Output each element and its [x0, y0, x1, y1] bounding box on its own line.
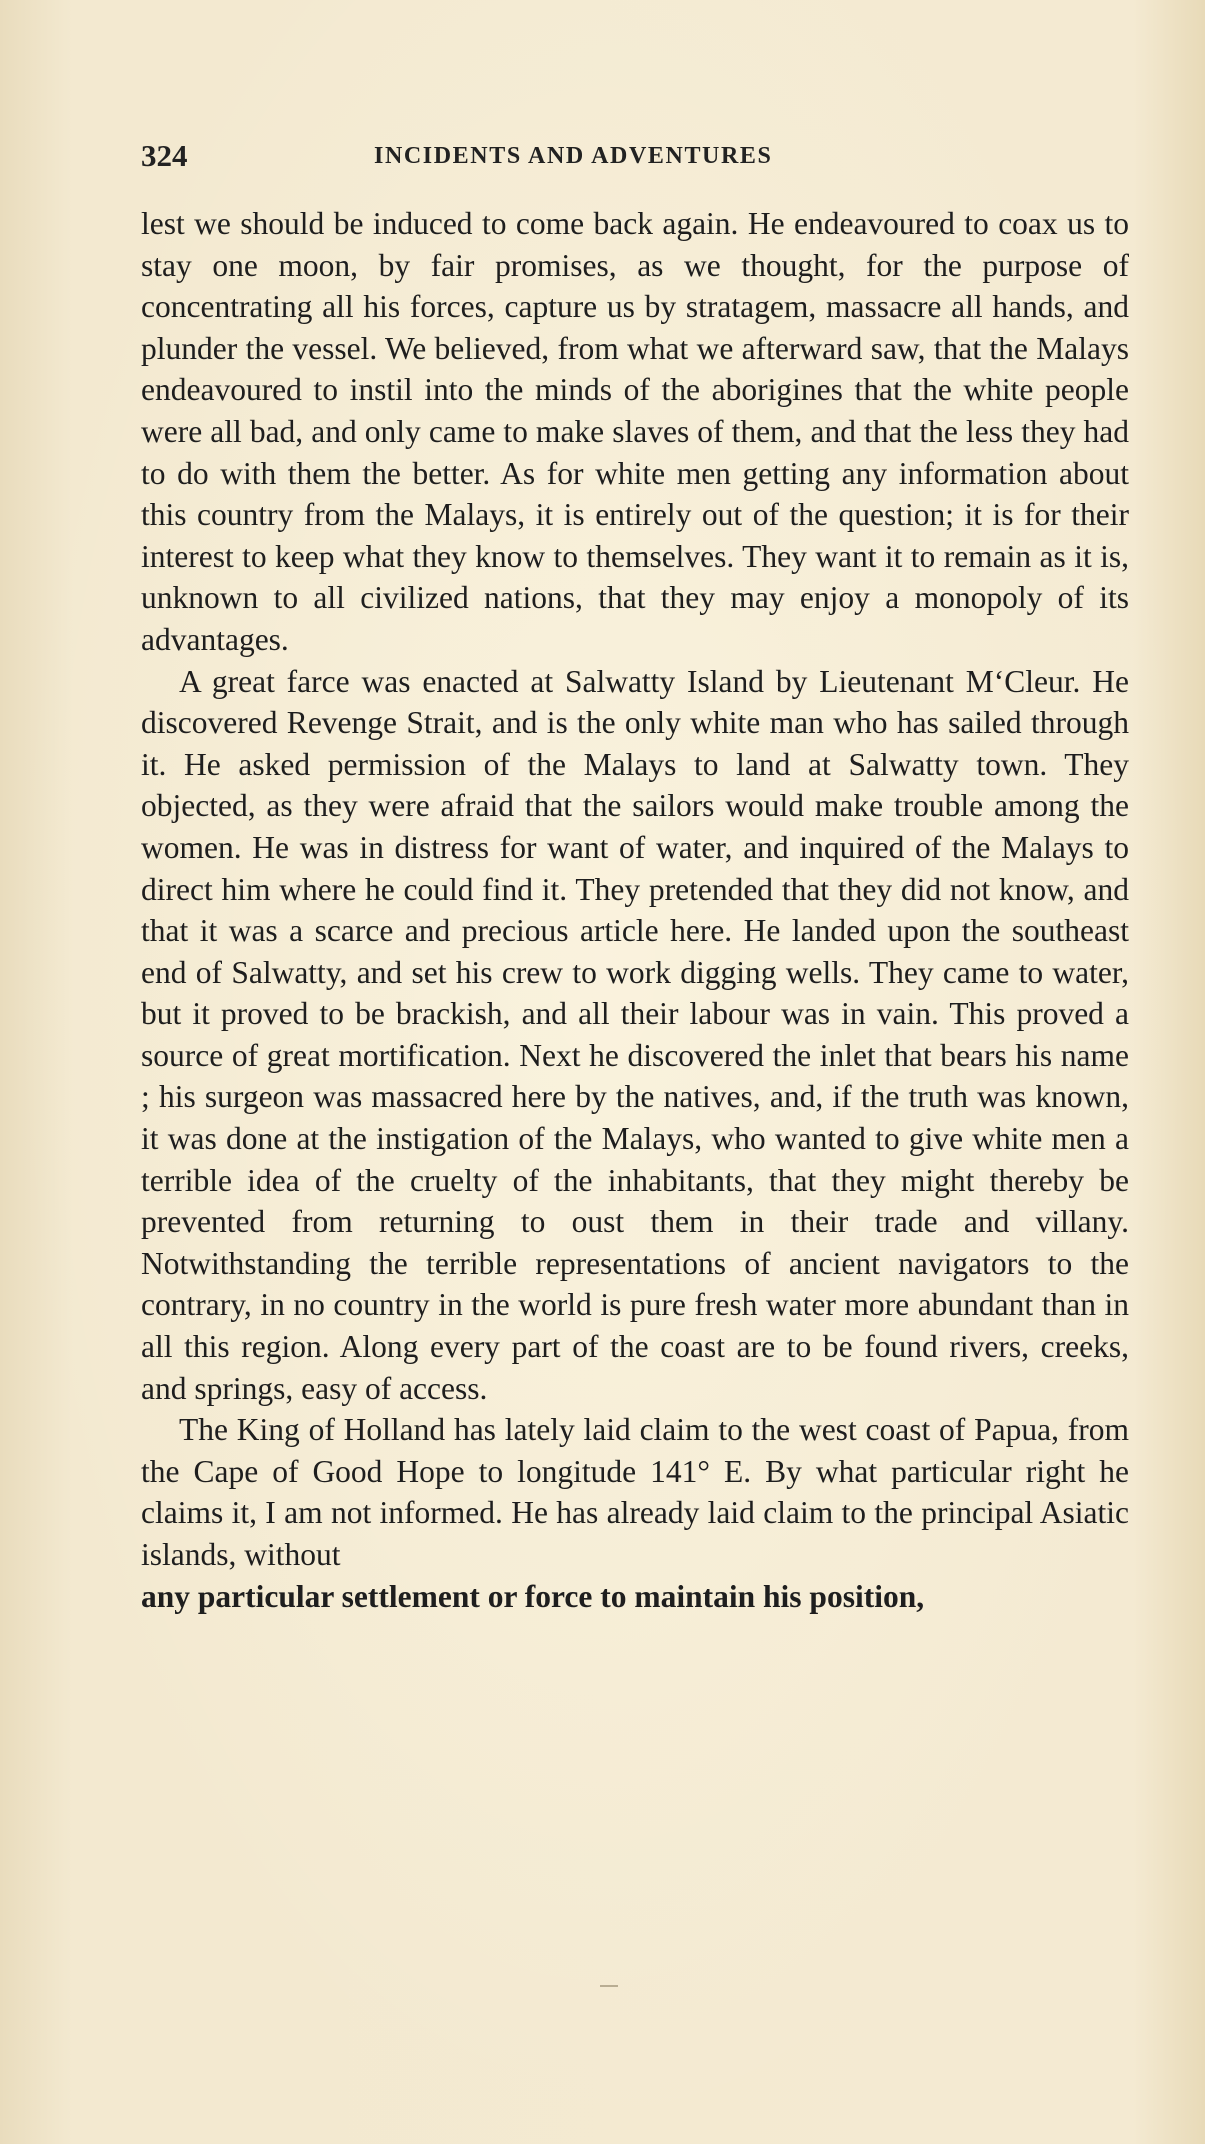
page-number: 324	[141, 138, 188, 173]
paragraph-2: A great farce was enacted at Salwatty Island by Lieutenant M‘Cleur. He discovered Revenge Strait, and is the only white man who has sailed through it. He asked permission of the Malays to land at Salwatty town. They objected, as they were afraid that the sailors would make trouble among the women. He was in distress for want of water, and inquired of the Malays to direct him where he could find it. They pretended that they did not know, and that it was a scarce and precious article here. He landed upon the southeast end of Salwatty, and set his crew to work digging wells. They came to water, but it proved to be brackish, and all their labour was in vain. This proved a source of great mortification. Next he discovered the inlet that bears his name ; his surgeon was massacred here by the natives, and, if the truth was known, it was done at the instigation of the Malays, who wanted to give white men a terrible idea of the cruelty of the inhabitants, that they might thereby be prevented from returning to oust them in their trade and villany. Notwithstanding the terrible representations of ancient navigators to the contrary, in no country in the world is pure fresh water more abundant than in all this region. Along every part of the coast are to be found rivers, creeks, and springs, easy of access.	[141, 663, 1129, 1406]
running-head	[141, 138, 871, 178]
printer-mark	[600, 1985, 618, 1987]
paragraph-3-final-line: any particular settlement or force to maintain his position,	[141, 1578, 925, 1614]
paragraph-3: The King of Holland has lately laid claim to the west coast of Papua, from the Cape of Good Hope to longitude 141° E. By what particular right he claims it, I am not informed. He has already laid claim to the principal Asiatic islands, without	[141, 1412, 1129, 1572]
running-title: INCIDENTS AND ADVENTURES	[374, 143, 773, 169]
paragraph-1: lest we should be induced to come back again. He endeavoured to coax us to stay one moon, by fair promises, as we thought, for the purpose of concentrating all his forces, capture us by stratagem, massacre all hands, and plunder the vessel. We believed, from what we afterward saw, that the Malays endeavoured to instil into the minds of the aborigines that the white people were all bad, and only came to make slaves of them, and that the less they had to do with them the better. As for white men getting any information about this country from the Malays, it is entirely out of the question; it is for their interest to keep what they know to themselves. They want it to remain as it is, unknown to all civilized nations, that they may enjoy a monopoly of its advantages.	[141, 206, 1129, 657]
body-text	[141, 203, 1129, 1617]
